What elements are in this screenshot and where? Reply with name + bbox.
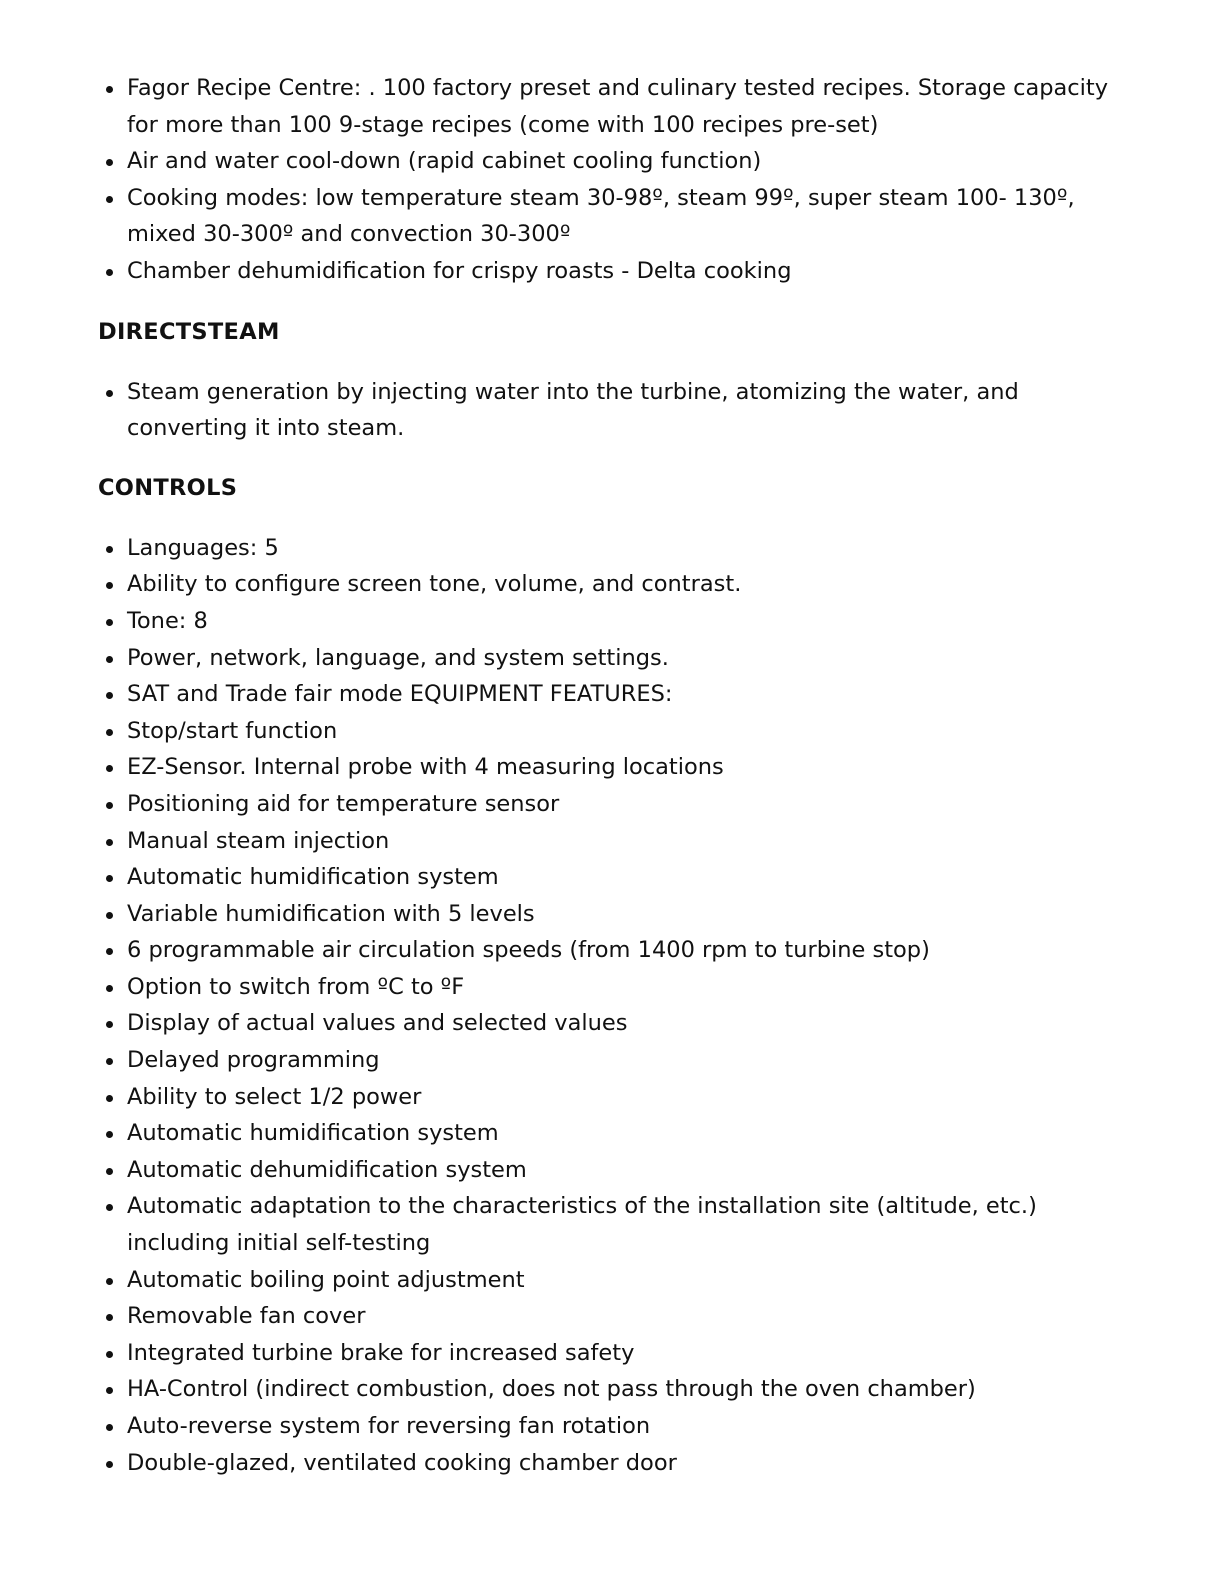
- list-item: [98, 1335, 1138, 1372]
- directsteam-list: [98, 374, 1138, 447]
- list-item-text: Display of actual values and selected values: [127, 1010, 628, 1037]
- list-item-text: Integrated turbine brake for increased safety: [127, 1339, 635, 1366]
- list-item: [98, 859, 1138, 896]
- list-item-text: Automatic humidification system: [127, 1120, 499, 1147]
- bullet-icon: [106, 390, 113, 397]
- list-item: [98, 1115, 1138, 1152]
- list-item-text: Cooking modes: low temperature steam 30-98º, steam 99º, super steam 100- 130º, mixed 30-300º and convection 30-300º: [127, 184, 1075, 248]
- list-item-text: Air and water cool-down (rapid cabinet cooling function): [127, 148, 762, 175]
- list-item: [98, 603, 1138, 640]
- list-item-text: EZ-Sensor. Internal probe with 4 measuring locations: [127, 754, 724, 781]
- list-item: [98, 374, 1138, 447]
- list-item-text: Power, network, language, and system settings.: [127, 644, 669, 671]
- bullet-icon: [106, 1461, 113, 1468]
- section-heading-directsteam: DIRECTSTEAM: [98, 318, 280, 345]
- list-item: [98, 786, 1138, 823]
- list-item: [98, 253, 1138, 290]
- list-item: [98, 143, 1138, 180]
- bullet-icon: [106, 656, 113, 663]
- bullet-icon: [106, 1204, 113, 1211]
- controls-list: [98, 530, 1138, 1481]
- list-item-text: Positioning aid for temperature sensor: [127, 790, 560, 817]
- bullet-icon: [106, 839, 113, 846]
- list-item-text: 6 programmable air circulation speeds (from 1400 rpm to turbine stop): [127, 937, 930, 964]
- list-item: [98, 640, 1138, 677]
- list-item: [98, 566, 1138, 603]
- list-item: [98, 969, 1138, 1006]
- list-item: [98, 749, 1138, 786]
- bullet-icon: [106, 1314, 113, 1321]
- list-item: [98, 1152, 1138, 1189]
- list-item: [98, 1371, 1138, 1408]
- list-item-text: Automatic boiling point adjustment: [127, 1266, 525, 1293]
- bullet-icon: [106, 912, 113, 919]
- list-item-text: Languages: 5: [127, 534, 279, 561]
- list-item-text: Stop/start function: [127, 717, 338, 744]
- list-item: [98, 932, 1138, 969]
- list-item-text: Automatic dehumidification system: [127, 1156, 527, 1183]
- bullet-icon: [106, 985, 113, 992]
- list-item-text: Automatic adaptation to the characteristics of the installation site (altitude, etc.) including initial self-testing: [127, 1193, 1037, 1257]
- list-item: [98, 1079, 1138, 1116]
- list-item-text: Steam generation by injecting water into the turbine, atomizing the water, and converting it into steam.: [127, 378, 1019, 442]
- bullet-icon: [106, 875, 113, 882]
- bullet-icon: [106, 582, 113, 589]
- bullet-icon: [106, 1387, 113, 1394]
- bullet-icon: [106, 1058, 113, 1065]
- list-item: [98, 1188, 1138, 1261]
- bullet-icon: [106, 1131, 113, 1138]
- list-item-text: Delayed programming: [127, 1047, 380, 1074]
- section-heading-controls: CONTROLS: [98, 474, 238, 501]
- list-item: [98, 1262, 1138, 1299]
- bullet-icon: [106, 1168, 113, 1175]
- list-item-text: Ability to configure screen tone, volume, and contrast.: [127, 571, 742, 598]
- bullet-icon: [106, 729, 113, 736]
- intro-feature-list: [98, 70, 1138, 290]
- list-item-text: Option to switch from ºC to ºF: [127, 973, 465, 1000]
- list-item-text: Fagor Recipe Centre: . 100 factory preset and culinary tested recipes. Storage capacity for more than 100 9-stage recipes (come with 100 recipes pre-set): [127, 75, 1109, 138]
- bullet-icon: [106, 619, 113, 626]
- list-item: [98, 70, 1138, 143]
- list-item: [98, 896, 1138, 933]
- list-item-text: Ability to select 1/2 power: [127, 1083, 422, 1110]
- document-page: [98, 70, 1138, 1481]
- bullet-icon: [106, 802, 113, 809]
- list-item-text: Manual steam injection: [127, 827, 390, 854]
- bullet-icon: [106, 1278, 113, 1285]
- bullet-icon: [106, 1351, 113, 1358]
- bullet-icon: [106, 692, 113, 699]
- list-item-text: Chamber dehumidification for crispy roasts - Delta cooking: [127, 257, 792, 284]
- list-item-text: Automatic humidification system: [127, 864, 499, 891]
- list-item: [98, 180, 1138, 253]
- list-item: [98, 676, 1138, 713]
- list-item-text: Variable humidification with 5 levels: [127, 900, 535, 927]
- list-item: [98, 1445, 1138, 1482]
- bullet-icon: [106, 269, 113, 276]
- list-item-text: Tone: 8: [127, 607, 208, 634]
- list-item: [98, 1042, 1138, 1079]
- bullet-icon: [106, 546, 113, 553]
- list-item-text: Double-glazed, ventilated cooking chamber door: [127, 1449, 677, 1476]
- bullet-icon: [106, 1424, 113, 1431]
- list-item-text: Removable fan cover: [127, 1303, 366, 1330]
- list-item: [98, 1005, 1138, 1042]
- list-item: [98, 1408, 1138, 1445]
- bullet-icon: [106, 86, 113, 93]
- list-item: [98, 1298, 1138, 1335]
- list-item-text: SAT and Trade fair mode EQUIPMENT FEATURES:: [127, 681, 673, 708]
- bullet-icon: [106, 196, 113, 203]
- list-item: [98, 823, 1138, 860]
- list-item: [98, 713, 1138, 750]
- list-item-text: HA-Control (indirect combustion, does not pass through the oven chamber): [127, 1376, 976, 1403]
- list-item: [98, 530, 1138, 567]
- bullet-icon: [106, 1095, 113, 1102]
- list-item-text: Auto-reverse system for reversing fan rotation: [127, 1413, 651, 1439]
- bullet-icon: [106, 765, 113, 772]
- bullet-icon: [106, 1021, 113, 1028]
- bullet-icon: [106, 948, 113, 955]
- bullet-icon: [106, 159, 113, 166]
